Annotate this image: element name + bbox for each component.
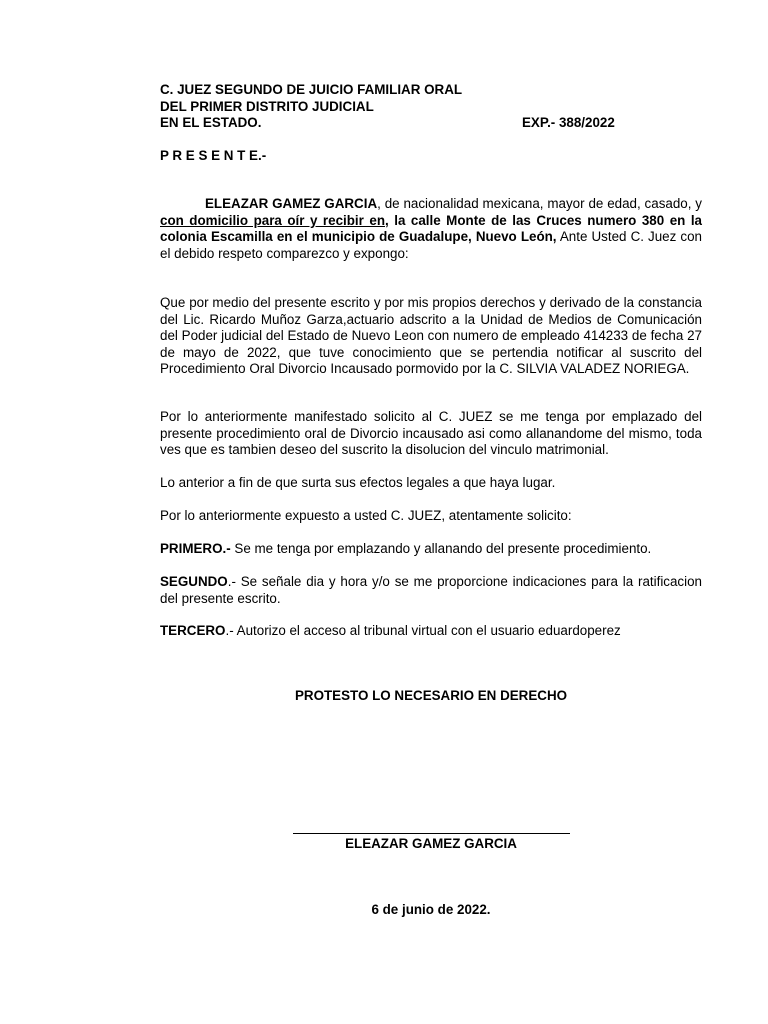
header-line-3: EN EL ESTADO. (160, 115, 262, 131)
paragraph-2: Por lo anteriormente manifestado solicito al C. JUEZ se me tenga por emplazado del presente procedimiento oral de Divorcio incausado asi como allanandome del mismo, toda ves que es tambien deseo del suscrito la disolucion del vinculo matrimonial. (160, 409, 702, 458)
petitioner-name: ELEAZAR GAMEZ GARCIA (205, 196, 378, 211)
signature-line (293, 833, 570, 834)
document-date: 6 de junio de 2022. (371, 902, 491, 917)
paragraph-3: Lo anterior a fin de que surta sus efectos legales a que haya lugar. (160, 475, 556, 490)
intro-text-1: , de nacionalidad mexicana, mayor de edad, casado, y (377, 196, 703, 211)
point-segundo (160, 574, 702, 607)
intro-text-2: Ante Usted C. Juez con el debido respeto comparezco y expongo: (160, 229, 703, 261)
expediente-number: EXP.- 388/2022 (522, 115, 615, 130)
presente-heading: P R E S E N T E.- (160, 148, 267, 163)
header-line-2: DEL PRIMER DISTRITO JUDICIAL (160, 98, 374, 114)
signature-name: ELEAZAR GAMEZ GARCIA (345, 836, 517, 851)
domicilio-label: con domicilio para oír y recibir en (160, 212, 385, 228)
paragraph-1: Que por medio del presente escrito y por mis propios derechos y derivado de la constancia del Lic. Ricardo Muñoz Garza,actuario adscrito a la Unidad de Medios de Comunicación del Poder judicial del Estado de Nuevo Leon con numero de empleado 414233 de fecha 27 de mayo de 2022, que tuve conocimiento que se pertendia notificar al suscrito del Procedimiento Oral Divorcio Incausado pormovido por la C. SILVIA VALADEZ NORIEGA. (160, 295, 702, 377)
intro-paragraph (160, 196, 702, 262)
addressee-header (160, 82, 702, 132)
address-text: , la calle Monte de las Cruces numero 380 en la colonia Escamilla en el municipio de Guadalupe, Nuevo León, (160, 212, 702, 245)
tercero-label: TERCERO (160, 623, 226, 638)
closing-statement: PROTESTO LO NECESARIO EN DERECHO (294, 688, 568, 703)
header-line-1: C. JUEZ SEGUNDO DE JUICIO FAMILIAR ORAL (160, 82, 463, 97)
primero-label: PRIMERO.- (160, 541, 231, 556)
point-tercero (160, 623, 702, 640)
segundo-label: SEGUNDO (160, 574, 228, 589)
primero-text: Se me tenga por emplazando y allanando del presente procedimiento. (230, 541, 652, 556)
paragraph-4: Por lo anteriormente expuesto a usted C. JUEZ, atentamente solicito: (160, 508, 572, 523)
segundo-text: .- Se señale dia y hora y/o se me proporcione indicaciones para la ratificacion del presente escrito. (160, 574, 702, 606)
tercero-text: .- Autorizo el acceso al tribunal virtual con el usuario eduardoperez (225, 623, 621, 638)
point-primero (160, 541, 702, 558)
